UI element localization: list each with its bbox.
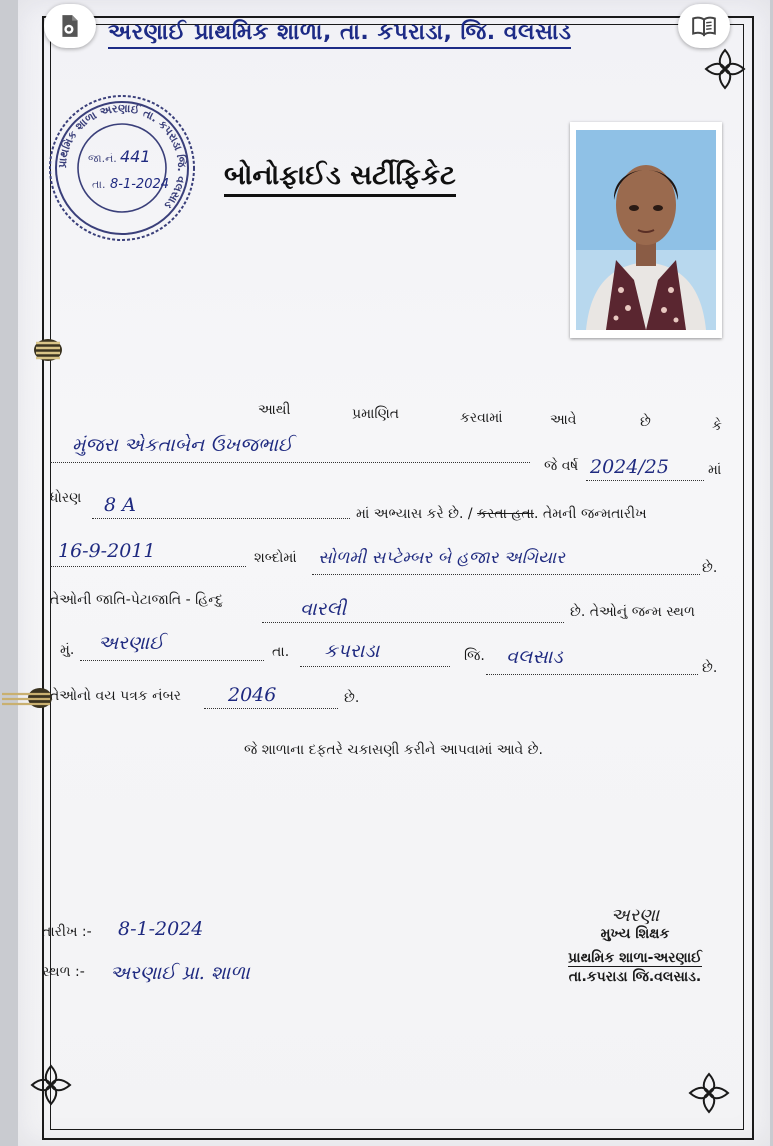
caste-value: વારલી xyxy=(300,598,347,620)
footer-place-value: અરણાઈ પ્રા. શાળા xyxy=(110,962,250,984)
student-portrait-icon xyxy=(576,130,716,330)
document-audio-button[interactable] xyxy=(44,4,96,48)
binder-clip-icon xyxy=(22,334,66,366)
stamp-line-1: પ્રાથમિક શાળા-અરણાઈ xyxy=(568,950,702,966)
signature: અરણા xyxy=(610,905,660,926)
dob-words-suffix: છે. xyxy=(702,560,718,576)
village-label: મું. xyxy=(60,642,75,658)
dob-in-words: સોળમી સપ્ટેમ્બર બે હજાર અગિયાર xyxy=(318,548,565,568)
dotted-line xyxy=(586,480,704,481)
stamp-line-2: તા.કપરાડા જિ.વલસાડ. xyxy=(568,969,702,985)
register-number: 2046 xyxy=(228,684,277,706)
dotted-line xyxy=(312,574,700,575)
footer-date-value: 8-1-2024 xyxy=(118,918,204,940)
date-of-birth: 16-9-2011 xyxy=(58,540,156,562)
intro-word: કે xyxy=(712,418,722,434)
standard-value: 8 A xyxy=(104,494,136,516)
study-text-pre: માં અભ્યાસ કરે છે. / xyxy=(356,506,473,522)
village-value: અરણાઈ xyxy=(98,632,164,654)
corner-ornament-icon xyxy=(686,1070,732,1116)
birthplace-label: છે. તેઓનું જન્મ સ્થળ xyxy=(570,604,695,620)
study-text-struck: કરતા હતા xyxy=(477,506,535,522)
record-note: જે શાળાના દફતરે ચકાસણી કરીને આપવામાં આવે છે. xyxy=(244,742,543,758)
dotted-line xyxy=(300,666,450,667)
district-label: જિ. xyxy=(464,648,485,664)
study-text xyxy=(356,506,647,522)
student-name: મુંજરા એકતાબેન ઉખજભાઈ xyxy=(72,434,293,456)
footer-place-label: સ્થળ :- xyxy=(42,964,85,980)
seal-number-label: જા.નં. xyxy=(88,152,117,165)
words-label: શબ્દોમાં xyxy=(254,550,297,566)
dotted-line xyxy=(204,708,338,709)
document-audio-icon xyxy=(57,13,83,39)
taluka-label: તા. xyxy=(272,644,290,660)
intro-word: પ્રમાણિત xyxy=(352,406,400,422)
certificate-title: બોનોફાઈડ સર્ટીફિકેટ xyxy=(224,160,456,197)
intro-word: કરવામાં xyxy=(460,410,503,426)
standard-label: ધોરણ xyxy=(50,490,82,506)
corner-ornament-icon xyxy=(702,46,748,92)
student-photo xyxy=(570,122,722,338)
reader-icon xyxy=(691,13,717,39)
school-name: અરણાઈ પ્રાથમિક શાળા, તા. કપરાડા, જિ. વલસાડ xyxy=(108,20,571,49)
study-text-post: . તેમની જન્મતારીખ xyxy=(534,506,647,522)
dotted-line xyxy=(50,566,246,567)
school-seal xyxy=(44,90,200,246)
year-suffix: માં xyxy=(708,462,722,478)
intro-word: આથી xyxy=(258,402,291,418)
taluka-value: કપરાડા xyxy=(324,640,380,662)
dotted-line xyxy=(50,462,530,463)
head-teacher-title: મુખ્ય શિક્ષક xyxy=(600,926,670,942)
intro-word: આવે xyxy=(550,412,577,428)
register-label: તેઓનો વય પત્રક નંબર xyxy=(50,688,182,704)
signature-block xyxy=(540,905,730,985)
academic-year: 2024/25 xyxy=(590,456,669,478)
reader-mode-button[interactable] xyxy=(678,4,730,48)
dotted-line xyxy=(262,622,564,623)
intro-word: છે xyxy=(640,414,651,430)
dotted-line xyxy=(486,674,698,675)
seal-ring-text: પ્રાથમિક શાળા અરણાઈ તા. કપરાડા જિ. વલસાડ xyxy=(55,101,189,212)
corner-ornament-icon xyxy=(28,1062,74,1108)
dotted-line xyxy=(80,660,264,661)
line-end: છે. xyxy=(702,660,718,676)
district-value: વલસાડ xyxy=(506,646,563,668)
dotted-line xyxy=(92,518,350,519)
year-label: જે વર્ષ xyxy=(544,458,579,474)
seal-number-value: 441 xyxy=(120,147,151,166)
caste-label: તેઓની જાતિ-પેટાજાતિ - હિન્દુ xyxy=(50,592,224,608)
register-suffix: છે. xyxy=(344,690,360,706)
seal-date-value: 8-1-2024 xyxy=(110,177,170,192)
footer-date-label: તારીખ :- xyxy=(42,924,92,940)
seal-date-label: તા. xyxy=(92,178,106,191)
